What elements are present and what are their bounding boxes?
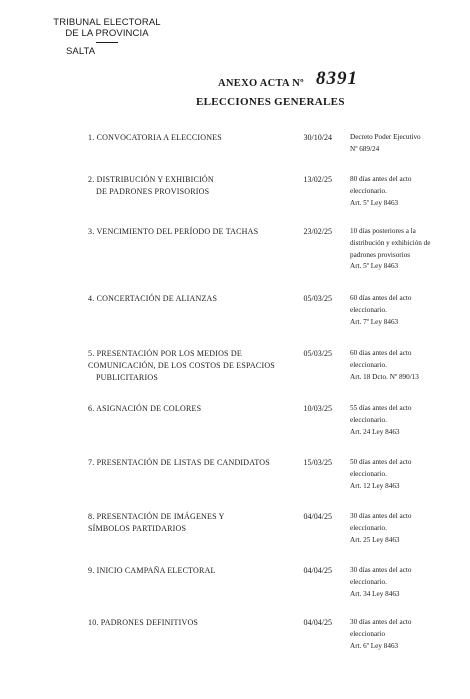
election-subtitle: ELECCIONES GENERALES bbox=[196, 96, 345, 108]
schedule-item-date: 04/04/25 bbox=[303, 618, 332, 627]
schedule-item-label bbox=[88, 174, 273, 198]
schedule-item-note-line: eleccionario. bbox=[350, 577, 387, 586]
schedule-item-date: 23/02/25 bbox=[303, 227, 332, 236]
schedule-item-note-line: padrones provisorios bbox=[350, 250, 411, 259]
schedule-item-note-line: 60 días antes del acto bbox=[350, 349, 412, 357]
schedule-item-note-line: 50 días antes del acto bbox=[350, 458, 412, 466]
schedule-item-label-line: 8. PRESENTACIÓN DE IMÁGENES Y bbox=[88, 512, 225, 521]
schedule-item-note-line: 30 días antes del acto bbox=[350, 618, 412, 626]
schedule-item-legal-note bbox=[350, 174, 460, 209]
schedule-item-note-line: Art. 6º Ley 8463 bbox=[350, 641, 399, 650]
schedule-item-label-line: 2. DISTRIBUCIÓN Y EXHIBICIÓN bbox=[88, 175, 214, 184]
schedule-item-note-line: eleccionario. bbox=[350, 186, 387, 195]
schedule-item-label-line: 1. CONVOCATORIA A ELECCIONES bbox=[88, 133, 222, 142]
schedule-item-label-line: COMUNICACIÓN, DE LOS COSTOS DE ESPACIOS bbox=[88, 361, 275, 370]
schedule-item-note-line: Art. 7º Ley 8463 bbox=[350, 317, 399, 326]
schedule-item-note-line: Decreto Poder Ejecutivo bbox=[350, 133, 421, 141]
schedule-item-date: 05/03/25 bbox=[303, 294, 332, 303]
schedule-item-note-line: 30 días antes del acto bbox=[350, 512, 412, 520]
acta-number: 8391 bbox=[316, 68, 358, 89]
schedule-item-note-line: 60 días antes del acto bbox=[350, 294, 412, 302]
schedule-item-label bbox=[88, 457, 273, 469]
schedule-item-note-line: eleccionario. bbox=[350, 523, 387, 532]
schedule-item-legal-note bbox=[350, 403, 460, 438]
header-divider bbox=[96, 42, 118, 43]
schedule-item-date: 15/03/25 bbox=[303, 458, 332, 467]
schedule-item-date: 13/02/25 bbox=[303, 175, 332, 184]
schedule-item-label-line: 4. CONCERTACIÓN DE ALIANZAS bbox=[88, 294, 218, 303]
schedule-item-note-line: Art. 5º Ley 8463 bbox=[350, 262, 399, 271]
schedule-item-legal-note bbox=[350, 565, 460, 600]
schedule-item-date: 10/03/25 bbox=[303, 404, 332, 413]
schedule-item-note-line: Art. 24 Ley 8463 bbox=[350, 427, 400, 436]
schedule-item-note-line: 80 días antes del acto bbox=[350, 175, 412, 183]
schedule-item-note-line: 30 días antes del acto bbox=[350, 566, 412, 574]
schedule-item-label bbox=[88, 348, 273, 384]
schedule-item-label bbox=[88, 132, 273, 144]
institution-header bbox=[52, 17, 162, 57]
schedule-item-legal-note bbox=[350, 226, 460, 273]
schedule-item-note-line: eleccionario. bbox=[350, 305, 387, 314]
schedule-item-label bbox=[88, 565, 273, 577]
schedule-item-label-line: SÍMBOLOS PARTIDARIOS bbox=[88, 524, 187, 533]
schedule-item-legal-note bbox=[350, 293, 460, 328]
institution-name-line2: DE LA PROVINCIA bbox=[65, 28, 149, 39]
schedule-item-label-line: PUBLICITARIOS bbox=[96, 373, 158, 382]
schedule-item-legal-note bbox=[350, 348, 460, 383]
schedule-item-legal-note bbox=[350, 132, 460, 156]
schedule-item-label bbox=[88, 403, 273, 415]
annex-title: ANEXO ACTA Nº bbox=[218, 78, 304, 89]
schedule-item-note-line: Art. 25 Ley 8463 bbox=[350, 535, 400, 544]
schedule-item-legal-note bbox=[350, 457, 460, 492]
schedule-item-note-line: eleccionario. bbox=[350, 469, 387, 478]
schedule-item-label-line: DE PADRONES PROVISORIOS bbox=[96, 187, 210, 196]
schedule-item-label bbox=[88, 293, 273, 305]
institution-location: SALTA bbox=[66, 46, 96, 57]
schedule-item-note-line: distribución y exhibición de bbox=[350, 238, 431, 247]
schedule-item-note-line: Art. 12 Ley 8463 bbox=[350, 481, 400, 490]
schedule-item-note-line: eleccionario bbox=[350, 629, 386, 638]
schedule-item-note-line: 55 días antes del acto bbox=[350, 404, 412, 412]
schedule-item-date: 04/04/25 bbox=[303, 566, 332, 575]
schedule-item-date: 30/10/24 bbox=[303, 133, 332, 142]
schedule-item-note-line: Art. 5º Ley 8463 bbox=[350, 198, 399, 207]
schedule-item-label-line: 3. VENCIMIENTO DEL PERÍODO DE TACHAS bbox=[88, 227, 259, 236]
schedule-item-note-line: eleccionario. bbox=[350, 415, 387, 424]
schedule-item-label-line: 5. PRESENTACIÓN POR LOS MEDIOS DE bbox=[88, 349, 242, 358]
schedule-item-label-line: 10. PADRONES DEFINITIVOS bbox=[88, 618, 199, 627]
schedule-item-label-line: 6. ASIGNACIÓN DE COLORES bbox=[88, 404, 202, 413]
institution-name-line1: TRIBUNAL ELECTORAL bbox=[53, 17, 161, 28]
schedule-item-note-line: 10 días posteriores a la bbox=[350, 227, 416, 235]
schedule-item-label bbox=[88, 511, 273, 535]
schedule-item-date: 04/04/25 bbox=[303, 512, 332, 521]
schedule-item-note-line: Art. 34 Ley 8463 bbox=[350, 589, 400, 598]
schedule-item-note-line: eleccionario. bbox=[350, 360, 387, 369]
schedule-item-note-line: Art. 18 Dcto. Nº 890/13 bbox=[350, 372, 419, 381]
schedule-item-date: 05/03/25 bbox=[303, 349, 332, 358]
schedule-item-legal-note bbox=[350, 511, 460, 546]
schedule-item-note-line: Nº 689/24 bbox=[350, 144, 380, 153]
schedule-item-label bbox=[88, 226, 273, 238]
schedule-item-label-line: 9. INICIO CAMPAÑA ELECTORAL bbox=[88, 566, 216, 575]
schedule-item-legal-note bbox=[350, 617, 460, 652]
schedule-item-label bbox=[88, 617, 273, 629]
schedule-item-label-line: 7. PRESENTACIÓN DE LISTAS DE CANDIDATOS bbox=[88, 458, 270, 467]
